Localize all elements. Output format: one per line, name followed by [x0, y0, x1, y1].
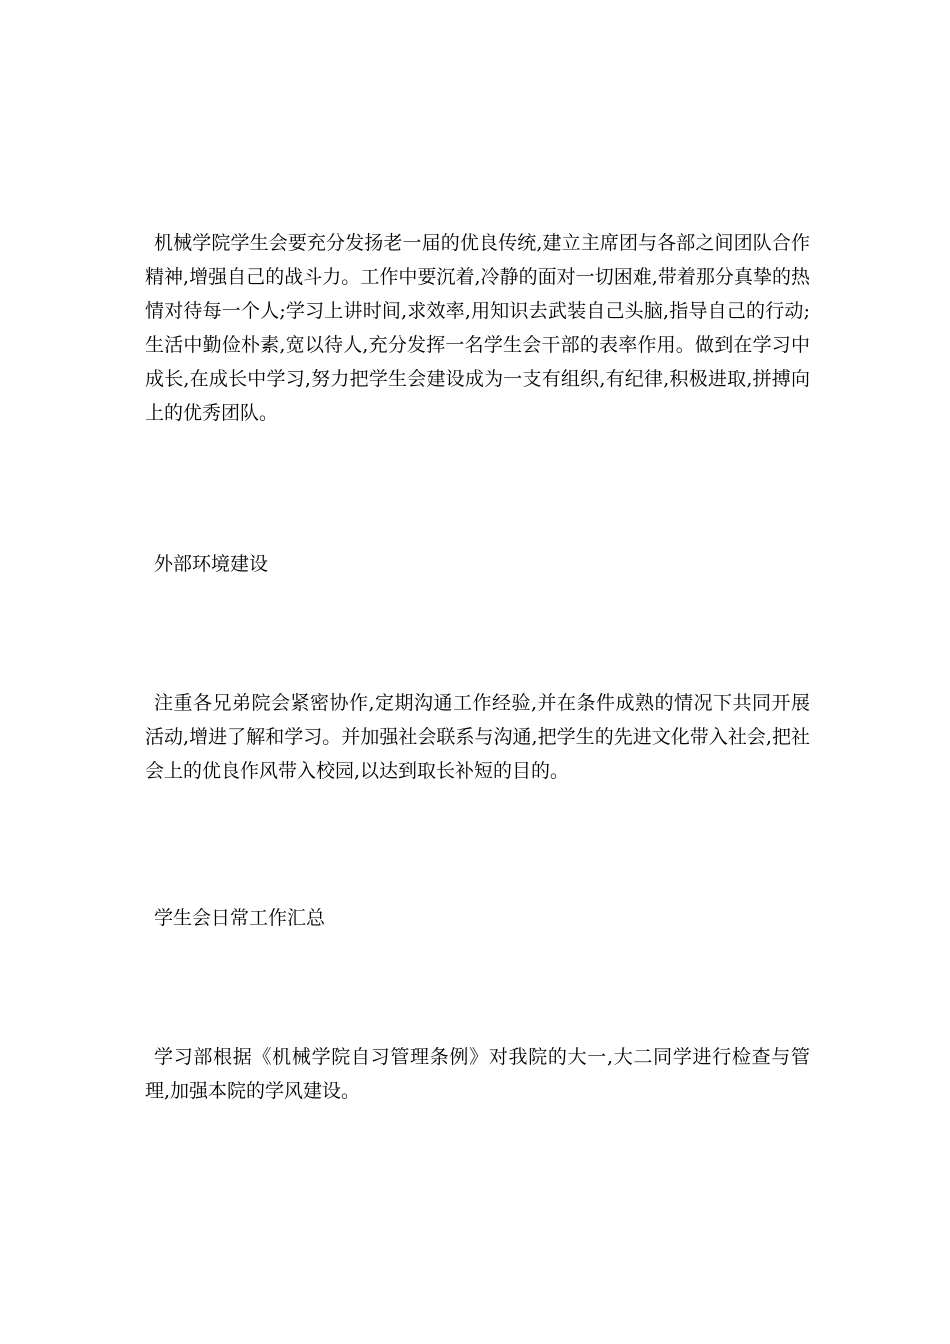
section-heading-daily-work-summary: 学生会日常工作汇总: [154, 907, 326, 929]
body-paragraph-study-department: 学习部根据《机械学院自习管理条例》对我院的大一,大二同学进行检查与管理,加强本院的学风建设。: [145, 1046, 810, 1102]
section-heading-external-environment: 外部环境建设: [154, 553, 269, 575]
body-paragraph-cooperation: 注重各兄弟院会紧密协作,定期沟通工作经验,并在条件成熟的情况下共同开展活动,增进了解和学习。并加强社会联系与沟通,把学生的先进文化带入社会,把社会上的优良作风带入校园,以达到取长补短的目的。: [145, 692, 810, 782]
body-paragraph-team-spirit: 机械学院学生会要充分发扬老一届的优良传统,建立主席团与各部之间团队合作精神,增强自己的战斗力。工作中要沉着,冷静的面对一切困难,带着那分真挚的热情对待每一个人;学习上讲时间,求效率,用知识去武装自己头脑,指导自己的行动;生活中勤俭朴素,宽以待人,充分发挥一名学生会干部的表率作用。做到在学习中成长,在成长中学习,努力把学生会建设成为一支有组织,有纪律,积极进取,拼搏向上的优秀团队。: [145, 232, 810, 424]
